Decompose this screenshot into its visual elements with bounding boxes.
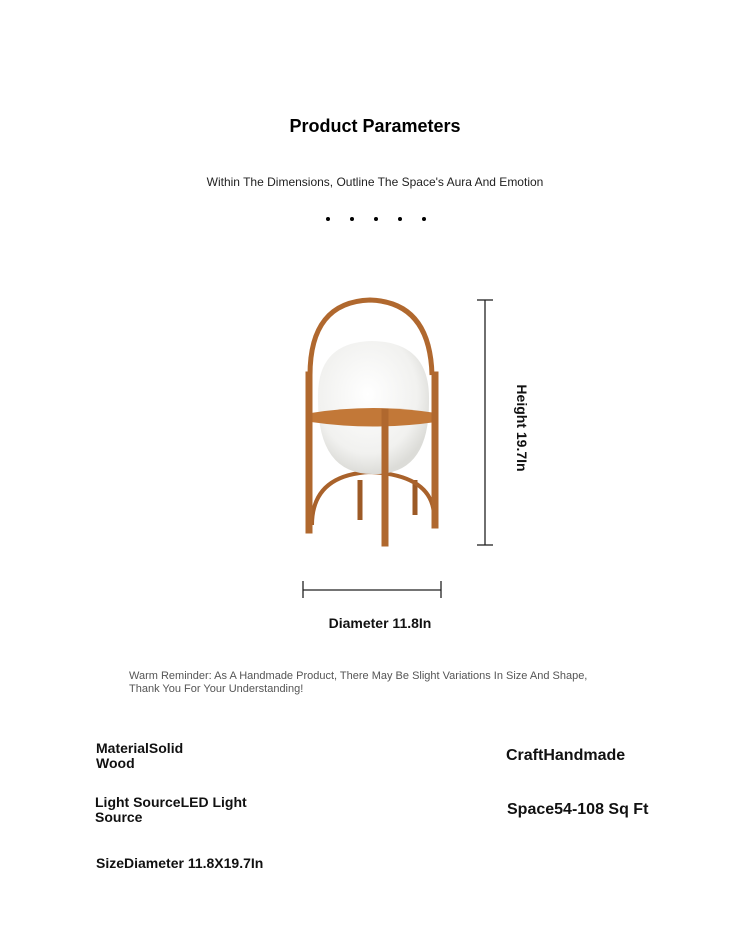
page-title: Product Parameters <box>289 116 461 136</box>
param-label: Light Source <box>95 794 181 810</box>
dot <box>350 217 354 221</box>
height-dimension-line <box>470 295 500 550</box>
param-value: Diameter 11.8X19.7In <box>124 855 264 871</box>
dot <box>326 217 330 221</box>
param-label: Material <box>96 740 149 756</box>
param-craft <box>506 748 625 763</box>
lamp-shade <box>318 341 429 474</box>
param-light-source <box>95 795 265 825</box>
decorative-dots <box>326 214 426 224</box>
param-value: 54-108 Sq Ft <box>554 801 649 818</box>
diameter-label: Diameter 11.8In <box>328 615 432 631</box>
dot <box>422 217 426 221</box>
dot <box>374 217 378 221</box>
param-label: Size <box>96 855 125 871</box>
param-value: Handmade <box>543 747 626 764</box>
param-size <box>96 856 263 871</box>
lamp-ring <box>311 408 436 427</box>
height-label: Height 19.7In <box>514 384 530 472</box>
diameter-dimension-line <box>296 578 448 602</box>
param-label: Space <box>507 801 555 818</box>
lamp-illustration <box>290 290 460 560</box>
dot <box>398 217 402 221</box>
warm-reminder: Warm Reminder: As A Handmade Product, There May Be Slight Variations In Size And Shape, Thank You For Your Understanding! <box>129 670 588 695</box>
param-label: Craft <box>506 747 544 764</box>
param-material <box>96 741 206 771</box>
param-value: Solid Wood <box>96 740 184 771</box>
param-space <box>507 802 648 817</box>
param-value: LED Light Source <box>95 794 247 825</box>
page-subtitle: Within The Dimensions, Outline The Space's Aura And Emotion <box>206 175 544 189</box>
